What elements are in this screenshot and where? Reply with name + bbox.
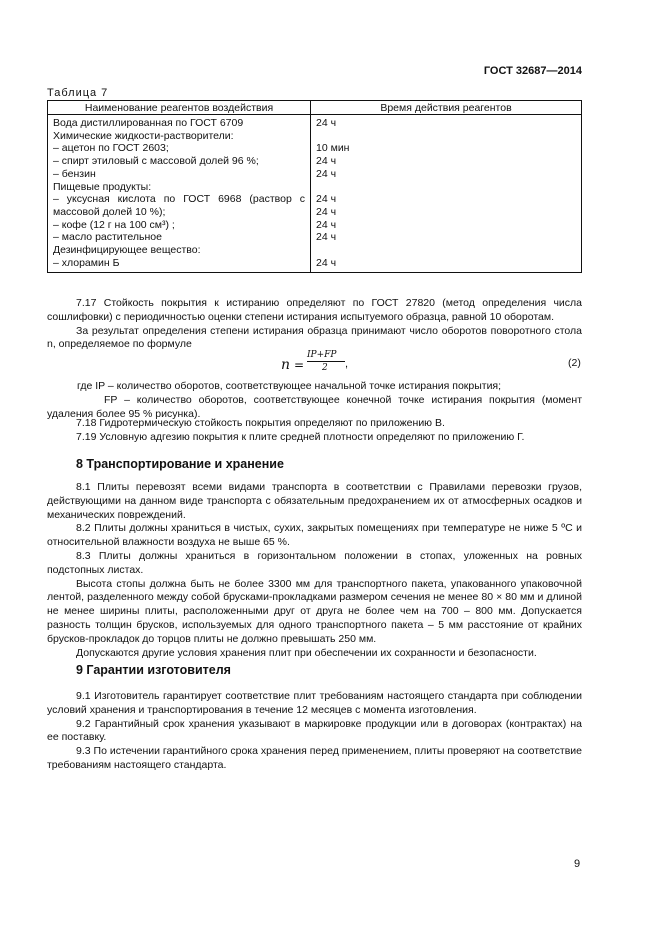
- time-cell: 24 ч: [311, 168, 582, 181]
- legend-ip: где IP – количество оборотов, соответствующее начальной точке истирания покрытия;: [77, 380, 502, 392]
- formula-number: (2): [568, 357, 581, 369]
- paragraph-7-17: 7.17 Стойкость покрытия к истиранию определяют по ГОСТ 27820 (метод определения числа сошлифовки) с периодичностью оценки степени истирания испытуемого образца, равной 10 оборотам.: [47, 297, 582, 323]
- reagent-cell: Вода дистиллированная по ГОСТ 6709: [48, 115, 311, 130]
- paragraph-other-conditions: Допускаются другие условия хранения плит при обеспечении их сохранности и безопасности.: [76, 646, 537, 659]
- paragraph-7-19: 7.19 Условную адгезию покрытия к плите средней плотности определяют по приложению Г.: [76, 430, 525, 443]
- reagent-cell: – хлорамин Б: [48, 257, 311, 273]
- section-8-title: 8 Транспортирование и хранение: [76, 457, 284, 471]
- section-7-end: [47, 417, 582, 445]
- time-cell: 24 ч: [311, 193, 582, 206]
- paragraph-8-1: 8.1 Плиты перевозят всеми видами транспорта в соответствии с Правилами перевозки грузов, действующими на данном виде транспорта с обязательным предохранением их от атмосферных осадков и механических повреждений.: [47, 481, 582, 521]
- formula-fraction-bar: [307, 361, 345, 362]
- table-row: [48, 257, 582, 273]
- section-8-text: [47, 481, 582, 660]
- table-caption: Таблица 7: [47, 87, 109, 99]
- table-row: [48, 206, 582, 219]
- reagent-cell: – уксусная кислота по ГОСТ 6968 (раствор с: [48, 193, 311, 206]
- paragraph-9-1: 9.1 Изготовитель гарантирует соответствие плит требованиям настоящего стандарта при соблюдении условий хранения и транспортирования в течение 12 месяцев с момента изготовления.: [47, 690, 582, 716]
- reagent-cell: – масло растительное: [48, 231, 311, 244]
- paragraph-7-18: 7.18 Гидротермическую стойкость покрытия определяют по приложению В.: [76, 417, 445, 429]
- table-row: [48, 168, 582, 181]
- page-number: 9: [574, 858, 581, 870]
- reagent-cell: – бензин: [48, 168, 311, 181]
- time-cell: [311, 244, 582, 257]
- formula-comma: ,: [345, 358, 349, 370]
- section-9-title: 9 Гарантии изготовителя: [76, 663, 231, 677]
- reagent-cell: – кофе (12 г на 100 см³) ;: [48, 219, 311, 232]
- reagent-cell: Дезинфицирующее вещество:: [48, 244, 311, 257]
- table-row: [48, 193, 582, 206]
- formula-denominator: 2: [322, 363, 328, 373]
- column-header-time: Время действия реагентов: [311, 101, 582, 115]
- table-row: [48, 219, 582, 232]
- paragraph-9-2: 9.2 Гарантийный срок хранения указывают в маркировке продукции или в договорах (контрактах) на ее поставку.: [47, 717, 582, 744]
- reagent-cell: – спирт этиловый с массовой долей 96 %;: [48, 155, 311, 168]
- legend-fp: FP – количество оборотов, соответствующее конечной точке истирания покрытия (момент удаления более 95 % рисунка).: [47, 393, 582, 420]
- formula-numerator: IP+FP: [307, 350, 337, 360]
- time-cell: 24 ч: [311, 219, 582, 232]
- table-row: [48, 244, 582, 257]
- paragraph-stack-height: Высота стопы должна быть не более 3300 мм для транспортного пакета, упакованного упаковочной лентой, разделенного между собой брусками-прокладками размером сечения не менее 80 × 80 мм и длиной не менее ширины плиты, расположенными друг от друга не более чем на 700 – 800 мм. Допускается разность толщин брусков, используемых для одного транспортного пакета – 5 мм расстояние от крайних брусков-прокладок до торцов плиты не должно превышать 250 мм.: [47, 577, 582, 645]
- time-cell: 24 ч: [311, 257, 582, 273]
- time-cell: [311, 130, 582, 143]
- table-row: [48, 142, 582, 155]
- formula-2: [0, 350, 661, 380]
- time-cell: [311, 181, 582, 194]
- column-header-reagent: Наименование реагентов воздействия: [48, 101, 311, 115]
- formula-lhs: n: [281, 357, 291, 373]
- reagent-cell: Пищевые продукты:: [48, 181, 311, 194]
- section-9-text: [47, 690, 582, 773]
- time-cell: 24 ч: [311, 115, 582, 130]
- reagents-table: [47, 100, 582, 273]
- table-row: [48, 231, 582, 244]
- formula-equals: =: [294, 358, 305, 372]
- table-header-row: [48, 101, 582, 115]
- document-header: ГОСТ 32687—2014: [483, 65, 582, 77]
- section-7-text: [47, 297, 582, 352]
- table-row: [48, 181, 582, 194]
- formula-legend: [47, 380, 582, 421]
- reagent-cell: массовой долей 10 %);: [48, 206, 311, 219]
- table-row: [48, 155, 582, 168]
- table-row: [48, 130, 582, 143]
- reagent-cell: Химические жидкости-растворители:: [48, 130, 311, 143]
- time-cell: 24 ч: [311, 155, 582, 168]
- paragraph-8-2: 8.2 Плиты должны храниться в чистых, сухих, закрытых помещениях при температуре не ниже 5 ºС и относительной влажности воздуха не выше 65 %.: [47, 522, 582, 549]
- time-cell: 24 ч: [311, 206, 582, 219]
- paragraph-result: За результат определения степени истирания образца принимают число оборотов поворотного стола n, определяемое по формуле: [47, 324, 582, 351]
- table-row: [48, 115, 582, 130]
- time-cell: 24 ч: [311, 231, 582, 244]
- paragraph-9-3: 9.3 По истечении гарантийного срока хранения перед применением, плиты проверяют на соответствие требованиям настоящего стандарта.: [47, 745, 582, 771]
- paragraph-8-3: 8.3 Плиты должны храниться в горизонтальном положении в стопах, уложенных на ровных подстопных листах.: [47, 549, 582, 576]
- reagent-cell: – ацетон по ГОСТ 2603;: [48, 142, 311, 155]
- time-cell: 10 мин: [311, 142, 582, 155]
